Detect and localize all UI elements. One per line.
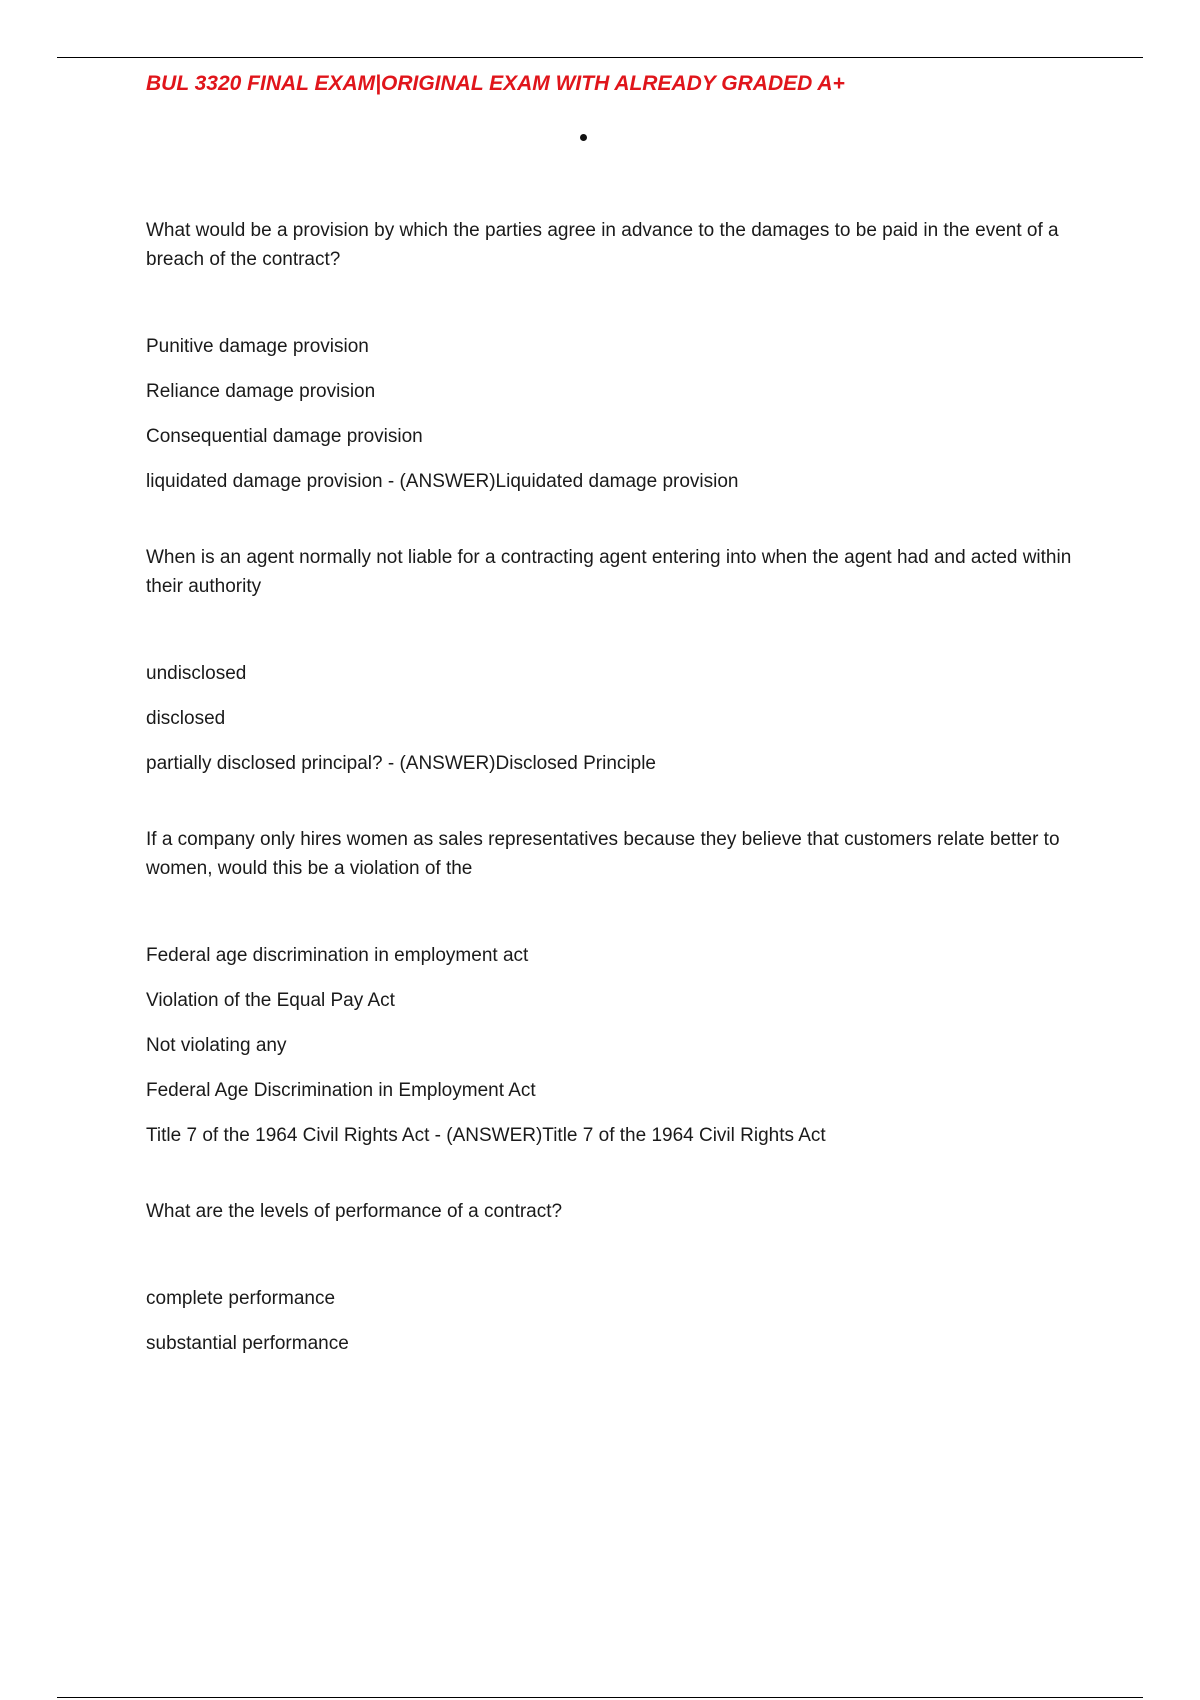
question-block	[146, 825, 1096, 1150]
answer-option: Federal Age Discrimination in Employment Act	[146, 1080, 536, 1101]
bullet-point	[580, 134, 587, 141]
bottom-rule	[57, 1697, 1143, 1698]
answer-option: Reliance damage provision	[146, 381, 376, 402]
question-block	[146, 543, 1096, 778]
answer-option: Not violating any	[146, 1035, 287, 1056]
answer-option: partially disclosed principal? - (ANSWER)Disclosed Principle	[146, 753, 657, 774]
question-block	[146, 216, 1096, 496]
answer-option: Violation of the Equal Pay Act	[146, 990, 395, 1011]
question-text: What would be a provision by which the parties agree in advance to the damages to be paid in the event of a breach of the contract?	[146, 220, 1059, 270]
question-list	[146, 216, 1096, 1405]
answer-option: Title 7 of the 1964 Civil Rights Act - (ANSWER)Title 7 of the 1964 Civil Rights Act	[146, 1125, 826, 1146]
answer-option: Federal age discrimination in employment act	[146, 945, 529, 966]
answer-option: liquidated damage provision - (ANSWER)Liquidated damage provision	[146, 471, 739, 492]
answer-option: disclosed	[146, 708, 226, 729]
question-block	[146, 1197, 1096, 1358]
answer-option: Consequential damage provision	[146, 426, 423, 447]
question-text: When is an agent normally not liable for a contracting agent entering into when the agent had and acted within their authority	[146, 547, 1072, 597]
answer-option: complete performance	[146, 1288, 336, 1309]
document-title: BUL 3320 FINAL EXAM|ORIGINAL EXAM WITH ALREADY GRADED A+	[146, 72, 845, 95]
answer-option: Punitive damage provision	[146, 336, 369, 357]
answer-option: substantial performance	[146, 1333, 349, 1354]
answer-option: undisclosed	[146, 663, 247, 684]
question-text: What are the levels of performance of a contract?	[146, 1201, 563, 1222]
top-rule	[57, 57, 1143, 58]
question-text: If a company only hires women as sales representatives because they believe that customers relate better to women, would this be a violation of the	[146, 829, 1060, 879]
